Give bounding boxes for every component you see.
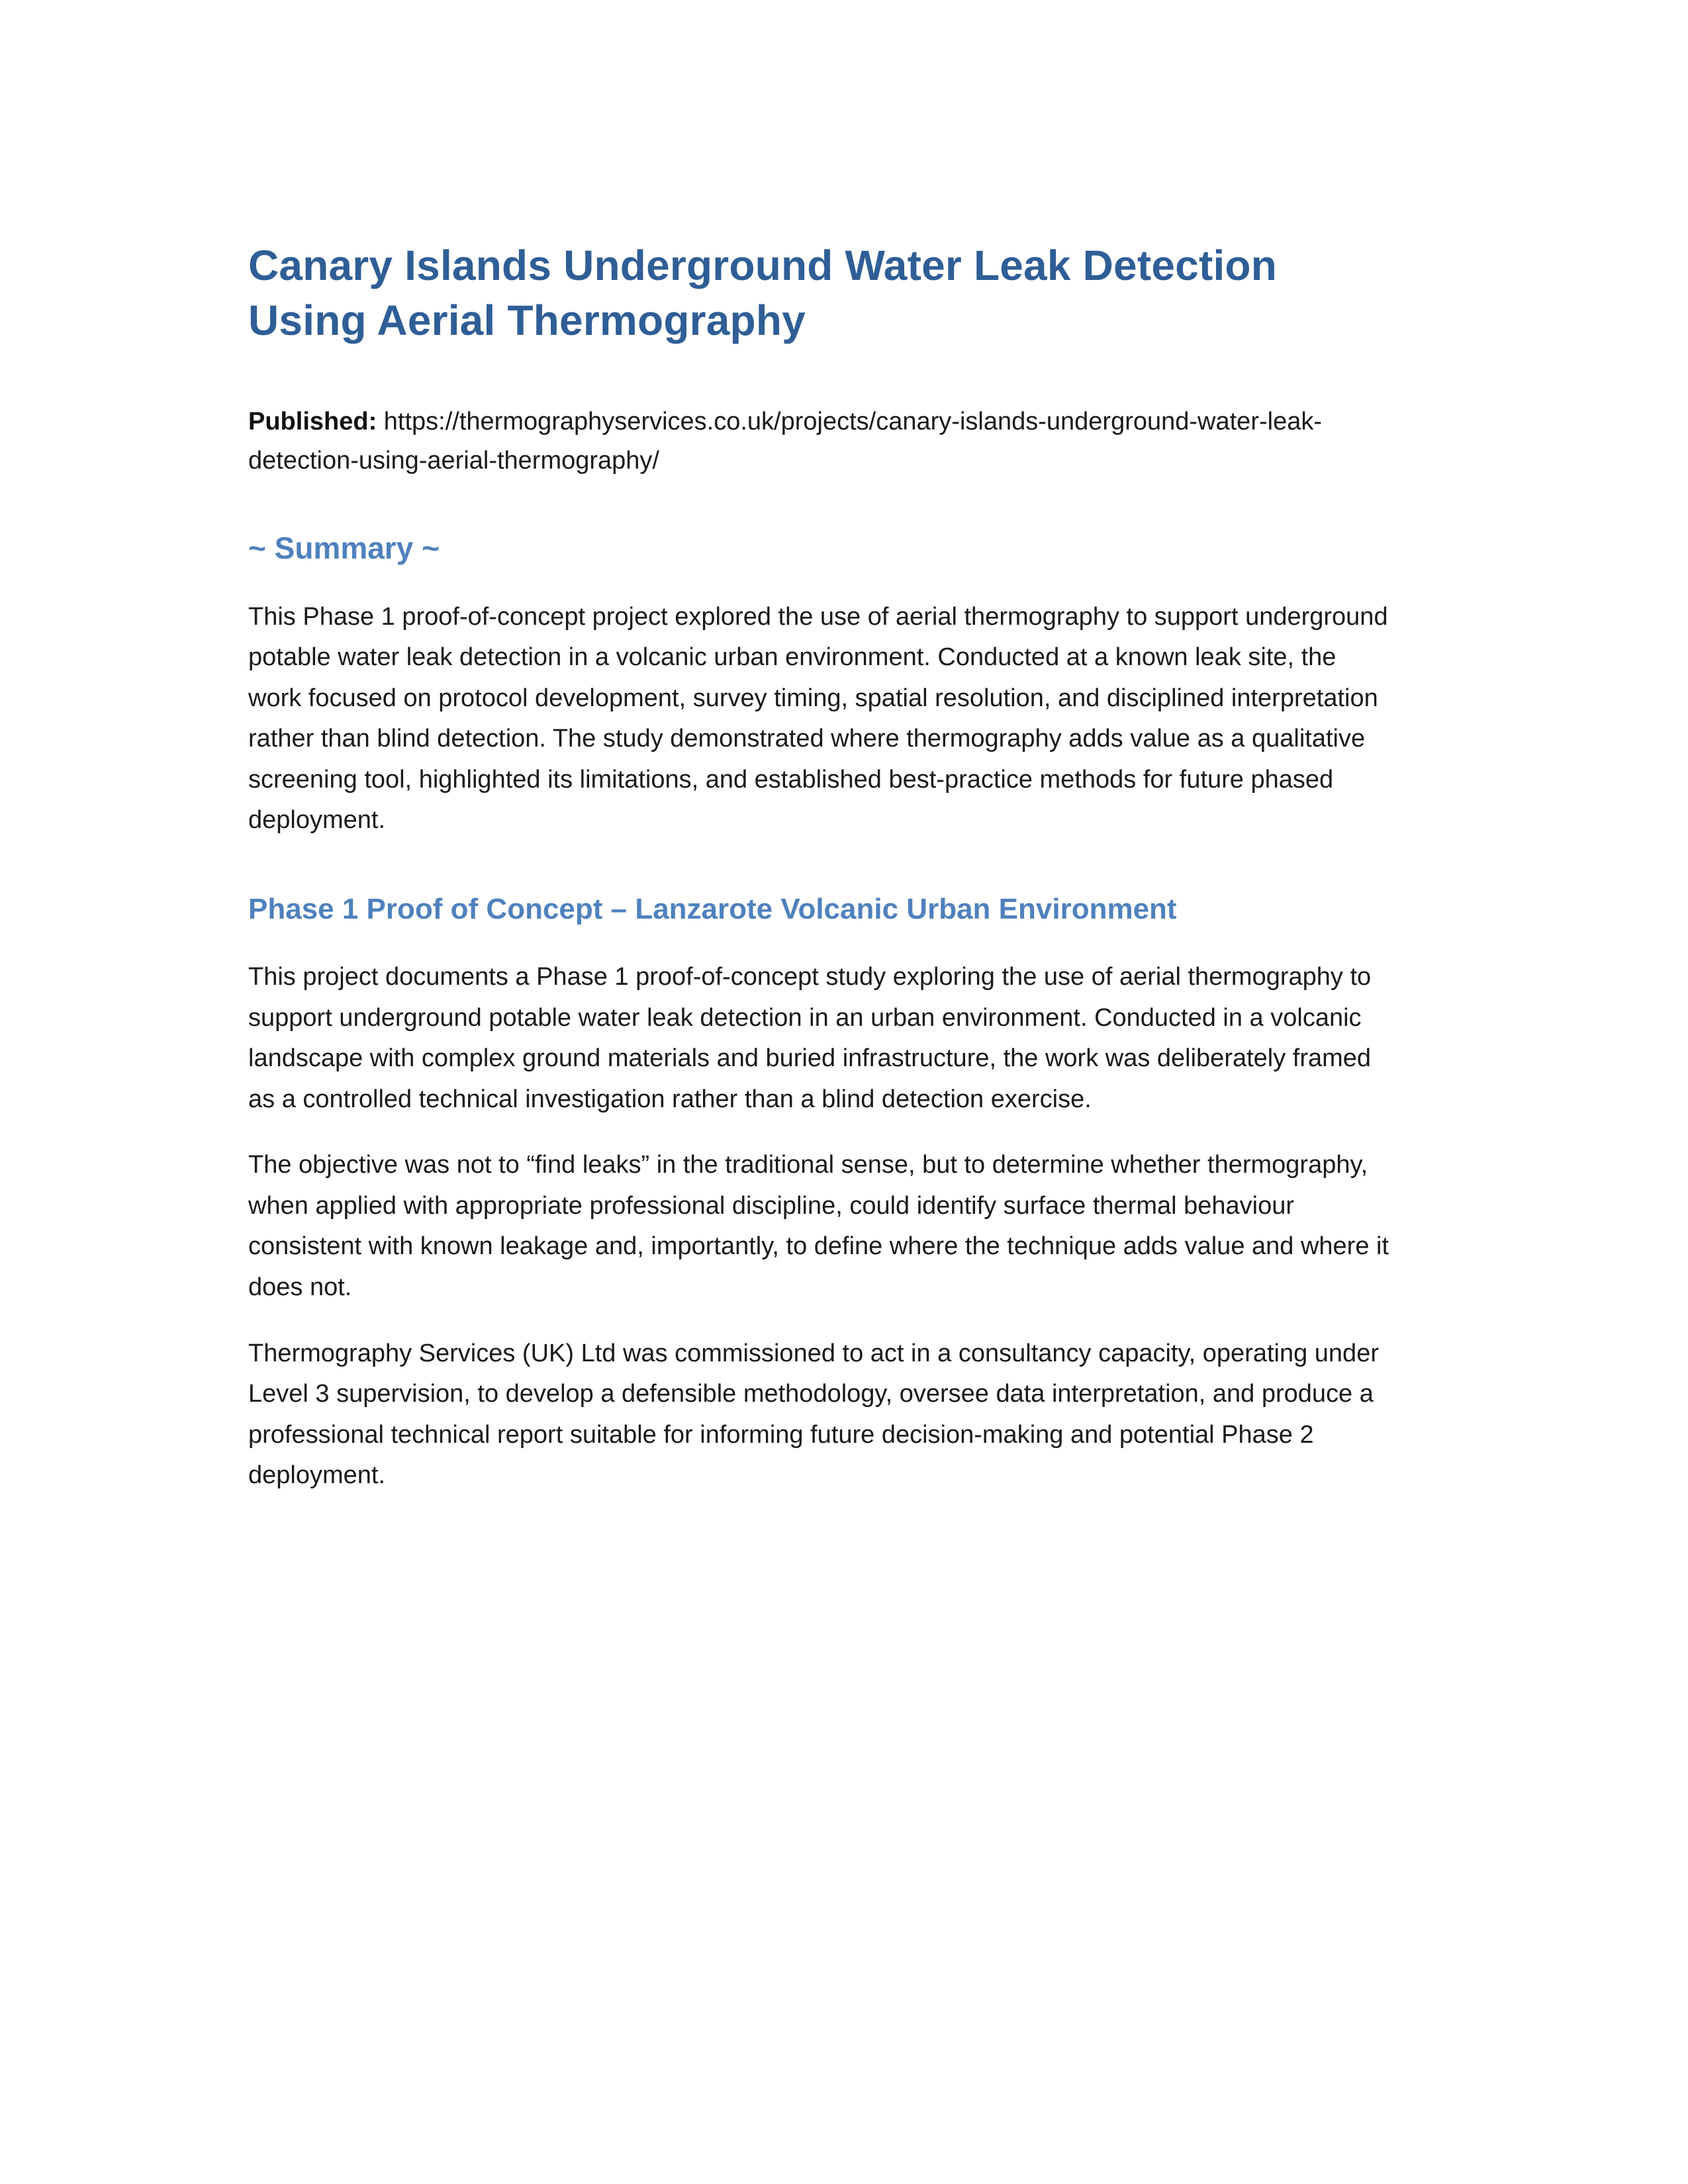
published-url[interactable]: https://thermographyservices.co.uk/projects/canary-islands-underground-water-leak-detection-using-aerial-thermography/ xyxy=(248,408,1322,475)
section-paragraph-2: The objective was not to “find leaks” in the traditional sense, but to determine whether thermography, when applied with appropriate professional discipline, could identify surface thermal behaviour consistent with known leakage and, importantly, to define where the technique adds value and where it does not. xyxy=(248,1151,1389,1301)
section-paragraph-1: This project documents a Phase 1 proof-of-concept study exploring the use of aerial thermography to support underground potable water leak detection in an urban environment. Conducted in a volcanic landscape with complex ground materials and buried infrastructure, the work was deliberately framed as a controlled technical investigation rather than a blind detection exercise. xyxy=(248,963,1372,1113)
published-line xyxy=(248,402,1390,480)
summary-heading: ~ Summary ~ xyxy=(248,531,440,566)
section-paragraph-3: Thermography Services (UK) Ltd was commissioned to act in a consultancy capacity, operating under Level 3 supervision, to develop a defensible methodology, oversee data interpretation, and produce a professional technical report suitable for informing future decision-making and potential Phase 2 deployment. xyxy=(248,1339,1379,1490)
section-heading-phase-1: Phase 1 Proof of Concept – Lanzarote Volcanic Urban Environment xyxy=(248,892,1177,925)
published-label: Published: xyxy=(248,408,377,436)
page-title: Canary Islands Underground Water Leak Detection Using Aerial Thermography xyxy=(248,242,1278,345)
summary-paragraph: This Phase 1 proof-of-concept project explored the use of aerial thermography to support underground potable water leak detection in a volcanic urban environment. Conducted at a known leak site, the work focused on protocol development, survey timing, spatial resolution, and disciplined interpretation rather than blind detection. The study demonstrated where thermography adds value as a qualitative screening tool, highlighted its limitations, and established best-practice methods for future phased deployment. xyxy=(248,602,1388,835)
